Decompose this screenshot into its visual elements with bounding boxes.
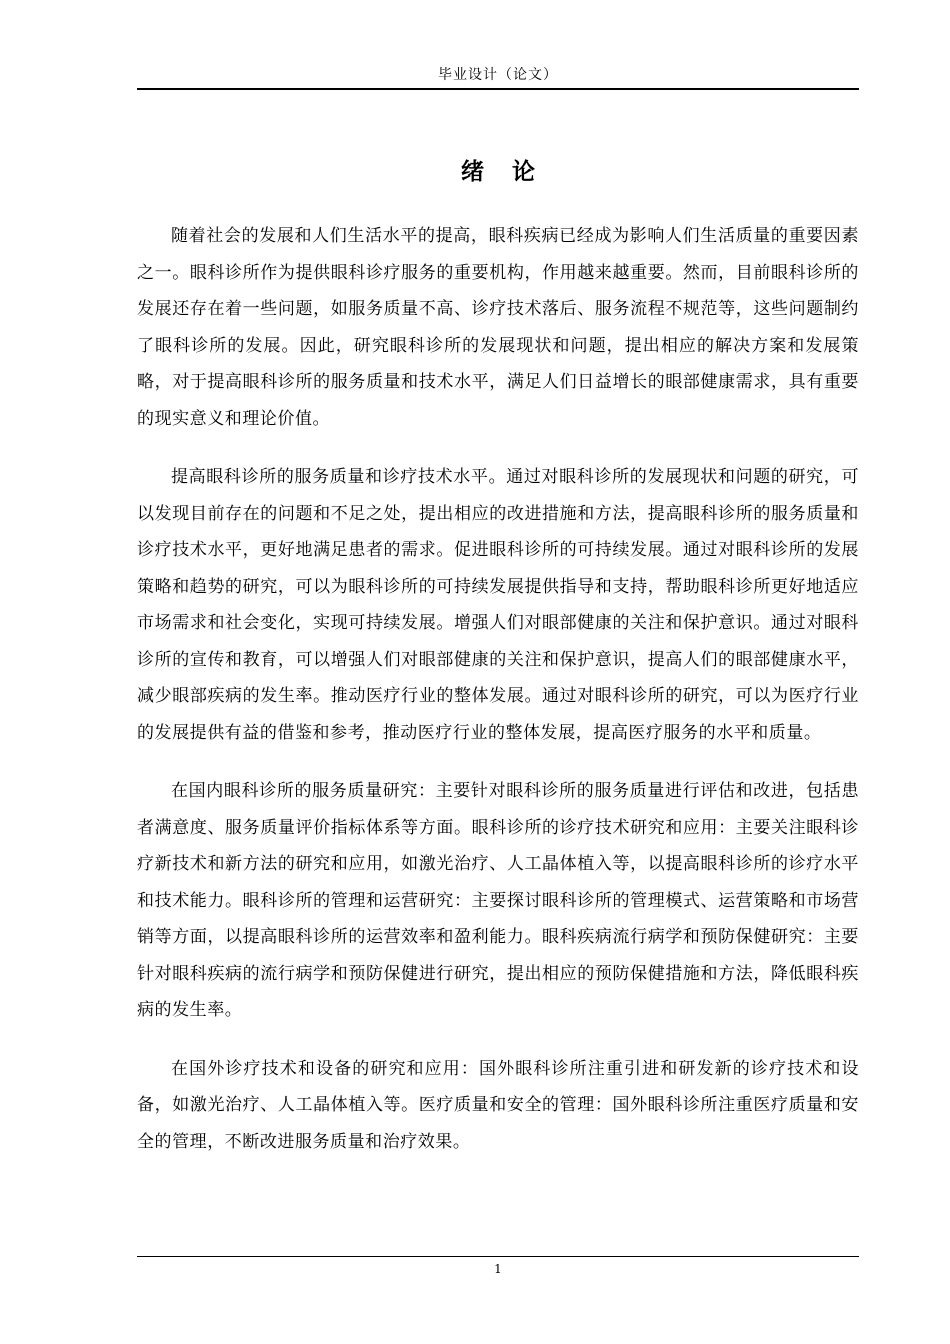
section-title: 绪 论: [460, 159, 545, 185]
paragraph-3: 在国内眼科诊所的服务质量研究：主要针对眼科诊所的服务质量进行评估和改进，包括患者满意度、服务质量评价指标体系等方面。眼科诊所的诊疗技术研究和应用：主要关注眼科诊疗新技术和新方法的研究和应用，如激光治疗、人工晶体植入等，以提高眼科诊所的诊疗水平和技术能力。眼科诊所的管理和运营研究：主要探讨眼科诊所的管理模式、运营策略和市场营销等方面，以提高眼科诊所的运营效率和盈利能力。眼科疾病流行病学和预防保健研究：主要针对眼科疾病的流行病学和预防保健进行研究，提出相应的预防保健措施和方法，降低眼科疾病的发生率。: [137, 781, 859, 1020]
running-header: 毕业设计（论文）: [438, 67, 558, 83]
footer-rule: [137, 1256, 859, 1257]
page-number: 1: [494, 1262, 502, 1276]
paragraph-1: 随着社会的发展和人们生活水平的提高，眼科疾病已经成为影响人们生活质量的重要因素之一。眼科诊所作为提供眼科诊疗服务的重要机构，作用越来越重要。然而，目前眼科诊所的发展还存在着一些问题，如服务质量不高、诊疗技术落后、服务流程不规范等，这些问题制约了眼科诊所的发展。因此，研究眼科诊所的发展现状和问题，提出相应的解决方案和发展策略，对于提高眼科诊所的服务质量和技术水平，满足人们日益增长的眼部健康需求，具有重要的现实意义和理论价值。: [137, 226, 859, 429]
body-text: [137, 218, 859, 1182]
header-rule: [137, 88, 859, 90]
paragraph-2: 提高眼科诊所的服务质量和诊疗技术水平。通过对眼科诊所的发展现状和问题的研究，可以发现目前存在的问题和不足之处，提出相应的改进措施和方法，提高眼科诊所的服务质量和诊疗技术水平，更好地满足患者的需求。促进眼科诊所的可持续发展。通过对眼科诊所的发展策略和趋势的研究，可以为眼科诊所的可持续发展提供指导和支持，帮助眼科诊所更好地适应市场需求和社会变化，实现可持续发展。增强人们对眼部健康的关注和保护意识。通过对眼科诊所的宣传和教育，可以增强人们对眼部健康的关注和保护意识，提高人们的眼部健康水平，减少眼部疾病的发生率。推动医疗行业的整体发展。通过对眼科诊所的研究，可以为医疗行业的发展提供有益的借鉴和参考，推动医疗行业的整体发展，提高医疗服务的水平和质量。: [137, 467, 859, 743]
paragraph-4: 在国外诊疗技术和设备的研究和应用：国外眼科诊所注重引进和研发新的诊疗技术和设备，如激光治疗、人工晶体植入等。医疗质量和安全的管理：国外眼科诊所注重医疗质量和安全的管理，不断改进服务质量和治疗效果。: [137, 1058, 859, 1152]
